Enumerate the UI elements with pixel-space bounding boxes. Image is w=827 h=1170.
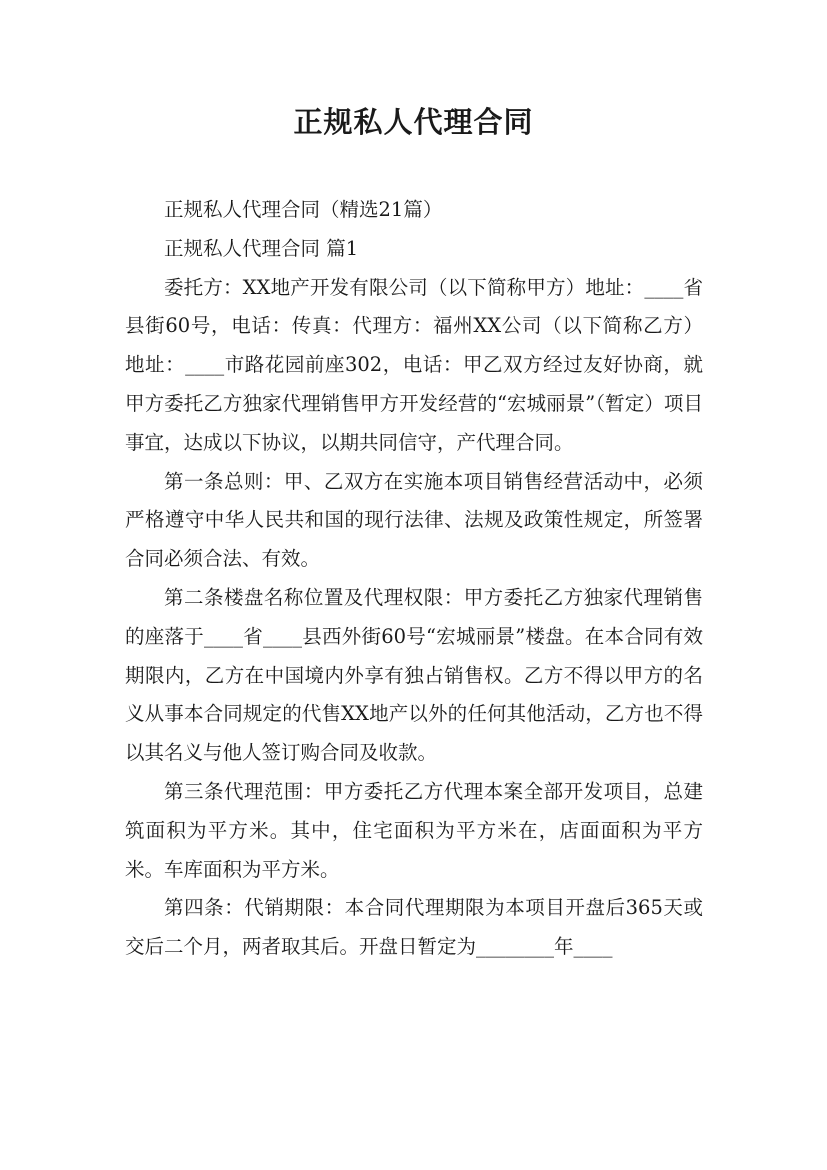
paragraph-section-heading: 正规私人代理合同 篇1 bbox=[164, 236, 359, 260]
paragraph-article-1: 第一条总则：甲、乙双方在实施本项目销售经营活动中，必须严格遵守中华人民共和国的现行法律、法规及政策性规定，所签署合同必须合法、有效。 bbox=[125, 469, 703, 571]
paragraph-article-4: 第四条：代销期限：本合同代理期限为本项目开盘后365天或交后二个月，两者取其后。开盘日暂定为________年____ bbox=[125, 896, 703, 959]
paragraph-article-3: 第三条代理范围：甲方委托乙方代理本案全部开发项目，总建筑面积为平方米。其中，住宅面积为平方米在，店面面积为平方米。车库面积为平方米。 bbox=[125, 779, 703, 881]
paragraph-article-2: 第二条楼盘名称位置及代理权限：甲方委托乙方独家代理销售的座落于____省____县西外街60号“宏城丽景”楼盘。在本合同有效期限内，乙方在中国境内外享有独占销售权。乙方不得以甲方的名义从事本合同规定的代售XX地产以外的任何其他活动，乙方也不得以其名义与他人签订购合同及收款。 bbox=[125, 585, 703, 765]
paragraph-parties: 委托方：XX地产开发有限公司（以下简称甲方）地址：____省县街60号，电话：传真：代理方：福州XX公司（以下简称乙方）地址：____市路花园前座302，电话：甲乙双方经过友好协商，就甲方委托乙方独家代理销售甲方开发经营的“宏城丽景”（暂定）项目事宜，达成以下协议，以期共同信守，产代理合同。 bbox=[125, 275, 703, 454]
document-title: 正规私人代理合同 bbox=[293, 105, 534, 139]
paragraph-subtitle: 正规私人代理合同（精选21篇） bbox=[164, 198, 443, 221]
document-body bbox=[125, 191, 703, 967]
